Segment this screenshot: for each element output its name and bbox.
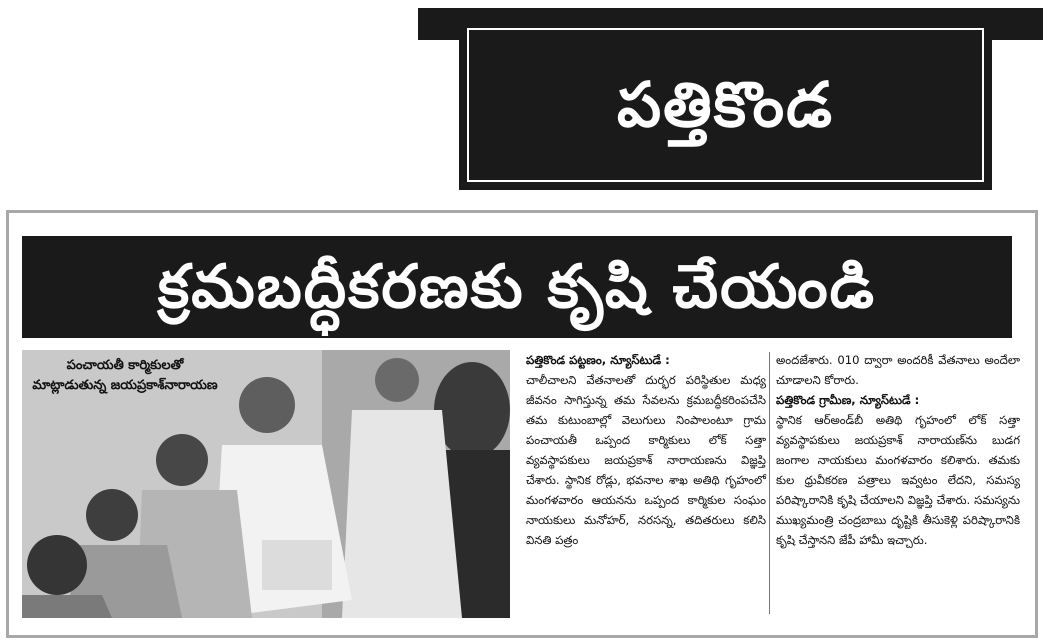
article-headline: క్రమబద్ధీకరణకు కృషి చేయండి [157, 252, 877, 322]
column-2-continuation: అందజేశారు. 010 ద్వారా అందరికీ వేతనాలు అందేలా చూడాలని కోరారు. [776, 353, 1020, 387]
column-1-body: చాలీచాలని వేతనాలతో దుర్భర పరిస్థితుల మధ్య జీవనం సాగిస్తున్న తమ సేవలను క్రమబద్ధీకరింపచేసి తమ కుటుంబాల్లో వెలుగులు నింపాలంటూ గ్రామ పంచాయతీ ఒప్పంద కార్మికులు లోక్ సత్తా వ్యవస్థాపకులు జయప్రకాశ్ నారాయణను విజ్ఞప్తి చేశారు. స్థానిక రోడ్లు, భవనాల శాఖ అతిథి గృహంలో మంగళవారం ఆయనను ఒప్పంద కార్మికుల సంఘం నాయకులు మనోహర్, నరసన్న, తదితరులు కలిసి వినతి పత్రం [526, 373, 766, 547]
headline-banner [22, 236, 1012, 338]
column-divider [769, 352, 770, 614]
article-column-1 [526, 350, 766, 550]
news-photo [22, 350, 510, 618]
column-2-body: స్థానిక ఆర్అండ్‌బీ అతిథి గృహంలో లోక్ సత్తా వ్యవస్థాపకులు జయప్రకాశ్ నారాయణ్‌ను బుడగ జంగాల నాయకులు మంగళవారం కలిశారు. తమకు కుల ధ్రువీకరణ పత్రాలు ఇవ్వటం లేదని, సమస్య పరిష్కారానికి కృషి చేయాలని విజ్ఞప్తి చేశారు. సమస్యను ముఖ్యమంత్రి చంద్రబాబు దృష్టికి తీసుకెళ్లి పరిష్కారానికి కృషి చేస్తానని జేపీ హామీ ఇచ్చారు. [776, 413, 1020, 547]
dateline-town: పత్తికొండ పట్టణం, న్యూస్‌టుడే : [526, 353, 670, 367]
article-column-2 [776, 350, 1020, 550]
photo-caption: పంచాయతీ కార్మికులతో మాట్లాడుతున్న జయప్రకాశ్‌నారాయణ [32, 358, 218, 393]
dateline-rural: పత్తికొండ గ్రామీణ, న్యూస్‌టుడే : [776, 393, 920, 407]
masthead-title-frame [467, 28, 984, 182]
masthead-title: పత్తికొండ [617, 68, 834, 141]
